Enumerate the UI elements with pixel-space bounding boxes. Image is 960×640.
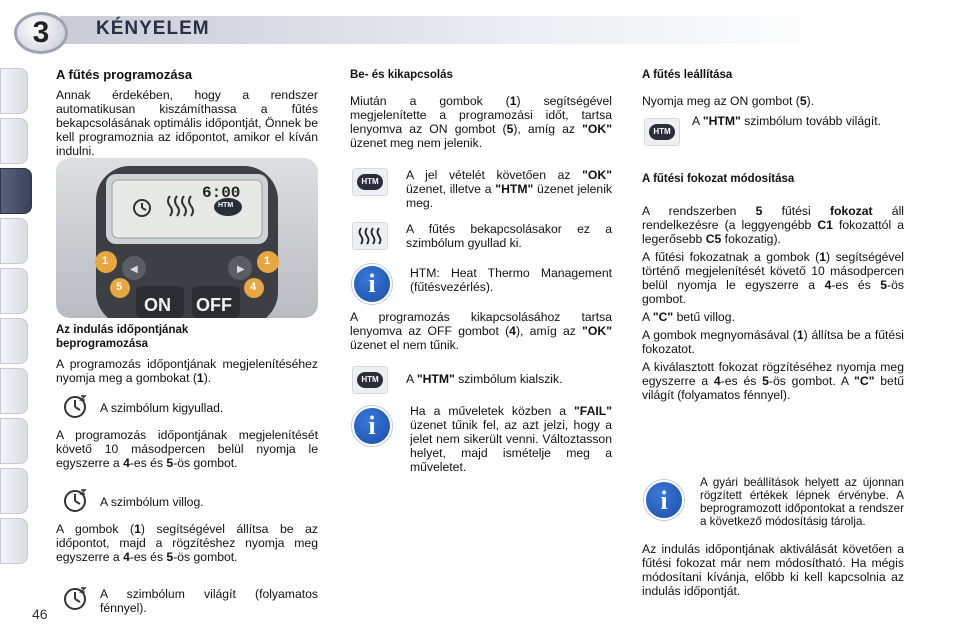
column-right (642, 68, 904, 112)
info-icon: i (352, 406, 392, 446)
button-1-right-label: 1 (264, 255, 271, 267)
off-button-label: OFF (196, 295, 232, 315)
paragraph-hold-on: Miután a gombok (1) segítségével megjelenítette a programozási időt, tartsa lenyomva az ON gombot (5), amíg az "OK" üzenet meg nem jelenik. (350, 94, 613, 150)
paragraph-block-2 (56, 428, 318, 474)
symbol-row-steady (58, 584, 318, 615)
paragraph-press-on: Nyomja meg az ON gombot (5). (642, 94, 815, 108)
symbol-lights-up-text: A szimbólum kigyullad. (100, 401, 224, 415)
htm-symbol-icon: HTM (352, 366, 388, 394)
svg-text:◀: ◀ (130, 264, 138, 275)
paragraph-block-off (350, 310, 612, 356)
column-left (56, 68, 318, 162)
info-icon: i (644, 480, 684, 520)
paragraph-block-final (642, 542, 904, 602)
page-number: 46 (32, 606, 48, 622)
htm-row-ok (352, 168, 612, 210)
chapter-number-badge: 3 (14, 12, 68, 54)
heat-row (352, 222, 612, 250)
section-heading-on-off: Be- és kikapcsolás (350, 69, 453, 81)
column-middle (350, 68, 612, 154)
paragraph-block-3 (56, 522, 318, 568)
section-heading-heating-level: A fűtési fokozat módosítása (642, 173, 795, 185)
programming-clock-icon (58, 392, 92, 422)
section-heading-stop-heating: A fűtés leállítása (642, 69, 733, 81)
paragraph-departure-activated: Az indulás időpontjának aktiválását követően a fűtési fokozat már nem módosítható. Ha mégis módosítani kívánja, előbb ki kell kapcsolnia az indulás időpontját. (642, 542, 904, 598)
remote-control-illustration (56, 158, 318, 318)
chapter-tab-3-active[interactable] (0, 168, 32, 214)
htm-off-text: A "HTM" szimbólum kialszik. (406, 372, 563, 386)
programming-clock-icon (58, 584, 92, 614)
htm-row-continues (644, 114, 904, 146)
info-icon: i (352, 264, 392, 304)
chapter-tab-5[interactable] (0, 268, 28, 314)
paragraph-hold-off: A programozás kikapcsolásához tartsa lenyomva az OFF gombot (4), amíg az "OK" üzenet el nem tűnik. (350, 310, 612, 352)
subheading-departure-time: Az indulás időpontjának beprogramozása (56, 324, 189, 350)
chapter-tab-6[interactable] (0, 318, 28, 364)
htm-continues-text: A "HTM" szimbólum tovább világít. (692, 114, 882, 128)
chapter-tabs (0, 68, 30, 588)
htm-symbol-icon: HTM (352, 168, 388, 196)
factory-settings-text: A gyári beállítások helyett az újonnan rögzített értékek lépnek érvénybe. A beprogramozott időpontokat a rendszer a következő módosításig tárolja. (700, 476, 904, 528)
button-4-label: 4 (250, 281, 257, 293)
chapter-tab-10[interactable] (0, 518, 28, 564)
on-button-label: ON (144, 295, 171, 315)
symbol-flashes-text: A szimbólum villog. (100, 495, 204, 509)
intro-paragraph: Annak érdekében, hogy a rendszer automatikusan kiszámíthassa a fűtés bekapcsolásának optimális időpontját, Önnek be kell programoznia az időpontot, amikor el kíván indulni. (56, 88, 318, 158)
htm-definition-text: HTM: Heat Thermo Management (fűtésvezérlés). (410, 266, 612, 294)
paragraph-level-display: A fűtési fokozatnak a gombok (1) segítségével történő megjelenítését követő 10 másodpercen belül nyomja le egyszerre a 4-es és 5-ös gombot. (642, 250, 905, 306)
symbol-row-lights-up (58, 392, 318, 422)
symbol-row-flashes (58, 486, 318, 516)
section-heading-heating-programming: A fűtés programozása (56, 67, 193, 82)
chapter-tab-2[interactable] (0, 118, 28, 164)
svg-text:▶: ▶ (237, 264, 245, 275)
symbol-steady-text: A szimbólum világít (folyamatos fénnyel). (100, 587, 318, 615)
chapter-tab-1[interactable] (0, 68, 28, 114)
paragraph-confirm-level: A kiválasztott fokozat rögzítéséhez nyomja meg egyszerre a 4-es és 5-ös gombot. A "C" betű világít (folyamatos fénnyel). (642, 360, 905, 402)
column-right-level (642, 172, 904, 406)
info-row-factory (644, 476, 904, 528)
button-1-left-label: 1 (102, 255, 109, 267)
button-5-label: 5 (116, 281, 123, 293)
chapter-tab-4[interactable] (0, 218, 28, 264)
paragraph-set-time: A gombok (1) segítségével állítsa be az időpontot, majd a rögzítéshez nyomja meg egyszerre a 4-es és 5-ös gombot. (56, 522, 318, 564)
info-row-htm (352, 264, 612, 304)
chapter-tab-9[interactable] (0, 468, 28, 514)
htm-row-off (352, 366, 612, 394)
paragraph-display-programming: A programozás időpontjának megjelenítéséhez nyomja meg a gombokat (1). (56, 357, 318, 385)
heating-symbol-icon (352, 222, 388, 250)
paragraph-c-flashes: A "C" betű villog. (642, 310, 735, 324)
htm-ok-text: A jel vételét követően az "OK" üzenet, illetve a "HTM" üzenet jelenik meg. (406, 168, 612, 210)
chapter-tab-7[interactable] (0, 368, 28, 414)
paragraph-levels: A rendszerben 5 fűtési fokozat áll rendelkezésre (a leggyengébb C1 fokozattól a legerősebb C5 fokozatig). (642, 204, 905, 246)
heat-symbol-text: A fűtés bekapcsolásakor ez a szimbólum gyullad ki. (406, 222, 612, 250)
chapter-title: KÉNYELEM (96, 18, 210, 39)
column-left-lower (56, 323, 318, 389)
htm-symbol-icon: HTM (644, 118, 680, 146)
info-row-fail (352, 404, 612, 474)
chapter-tab-8[interactable] (0, 418, 28, 464)
display-htm-label: HTM (218, 202, 234, 209)
paragraph-press-4-5: A programozás időpontjának megjelenítését követő 10 másodpercen belül nyomja le egyszerre a 4-es és 5-ös gombot. (56, 428, 318, 470)
display-time: 6:00 (202, 184, 241, 202)
paragraph-set-level: A gombok megnyomásával (1) állítsa be a fűtési fokozatot. (642, 328, 904, 356)
remote-control-drawing (56, 158, 318, 318)
fail-message-text: Ha a műveletek közben a "FAIL" üzenet tűnik fel, az azt jelzi, hogy a jelet nem sikerült venni. Változtasson helyet, majd ismételje meg a műveletet. (410, 404, 612, 474)
programming-clock-icon (58, 486, 92, 516)
page-header (0, 0, 960, 62)
